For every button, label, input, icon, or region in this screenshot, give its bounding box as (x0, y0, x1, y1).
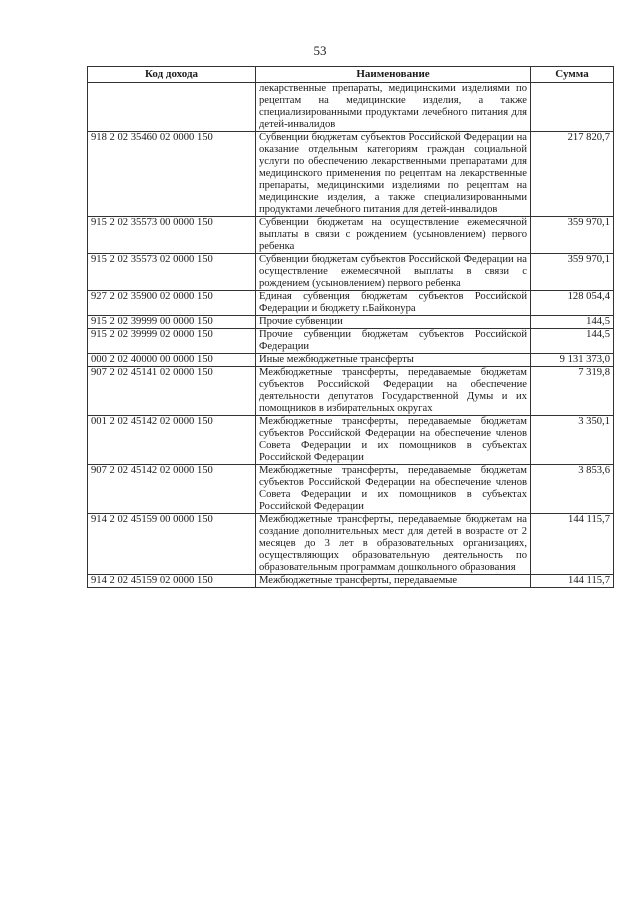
revenue-amount: 359 970,1 (531, 254, 614, 291)
table-row (88, 465, 614, 514)
revenue-name: Субвенции бюджетам субъектов Российской Федерации на осуществление ежемесячной выплаты в связи с рождением (усыновлением) первого ребенка (256, 254, 531, 291)
header-code: Код дохода (88, 67, 256, 83)
revenue-name: Межбюджетные трансферты, передаваемые бюджетам на создание дополнительных мест для детей в возрасте от 2 месяцев до 3 лет в образовательных организациях, осуществляющих образовательную деятельность по образовательным программам дошкольного образования (256, 514, 531, 575)
revenue-name: Субвенции бюджетам на осуществление ежемесячной выплаты в связи с рождением (усыновлением) первого ребенка (256, 217, 531, 254)
revenue-code: 915 2 02 35573 00 0000 150 (88, 217, 256, 254)
table-row (88, 354, 614, 367)
revenue-code: 927 2 02 35900 02 0000 150 (88, 291, 256, 316)
table-row (88, 329, 614, 354)
revenue-name: Единая субвенция бюджетам субъектов Российской Федерации и бюджету г.Байконура (256, 291, 531, 316)
revenue-code (88, 83, 256, 132)
revenue-amount: 144,5 (531, 329, 614, 354)
table-row (88, 291, 614, 316)
revenue-amount: 217 820,7 (531, 132, 614, 217)
revenue-name: Иные межбюджетные трансферты (256, 354, 531, 367)
revenue-code: 915 2 02 39999 02 0000 150 (88, 329, 256, 354)
revenue-amount: 144 115,7 (531, 514, 614, 575)
revenue-table (87, 66, 614, 588)
revenue-amount: 3 853,6 (531, 465, 614, 514)
table-row (88, 367, 614, 416)
revenue-amount: 7 319,8 (531, 367, 614, 416)
header-amount: Сумма (531, 67, 614, 83)
revenue-amount (531, 83, 614, 132)
revenue-name: Прочие субвенции (256, 316, 531, 329)
revenue-name: Межбюджетные трансферты, передаваемые бюджетам субъектов Российской Федерации на обеспечение членов Совета Федерации и их помощников в субъектах Российской Федерации (256, 416, 531, 465)
revenue-code: 001 2 02 45142 02 0000 150 (88, 416, 256, 465)
table-row (88, 83, 614, 132)
revenue-amount: 359 970,1 (531, 217, 614, 254)
revenue-amount: 144,5 (531, 316, 614, 329)
page-number: 53 (313, 43, 327, 58)
revenue-code: 907 2 02 45142 02 0000 150 (88, 465, 256, 514)
table-header-row (88, 67, 614, 83)
revenue-code: 915 2 02 35573 02 0000 150 (88, 254, 256, 291)
table-row (88, 254, 614, 291)
revenue-code: 914 2 02 45159 02 0000 150 (88, 575, 256, 588)
table-row (88, 575, 614, 588)
revenue-amount: 144 115,7 (531, 575, 614, 588)
revenue-name: Субвенции бюджетам субъектов Российской Федерации на оказание отдельным категориям граждан социальной услуги по обеспечению лекарственными препаратами для медицинского применения по рецептам на лекарственные препараты, медицинскими изделиями по рецептам на медицинские изделия, а также специализированными продуктами лечебного питания для детей-инвалидов (256, 132, 531, 217)
revenue-name: Межбюджетные трансферты, передаваемые (256, 575, 531, 588)
revenue-name: лекарственные препараты, медицинскими изделиями по рецептам на медицинские изделия, а также специализированными продуктами лечебного питания для детей-инвалидов (256, 83, 531, 132)
table-row (88, 217, 614, 254)
revenue-code: 914 2 02 45159 00 0000 150 (88, 514, 256, 575)
revenue-name: Прочие субвенции бюджетам субъектов Российской Федерации (256, 329, 531, 354)
table-row (88, 316, 614, 329)
revenue-amount: 128 054,4 (531, 291, 614, 316)
revenue-amount: 3 350,1 (531, 416, 614, 465)
table-row (88, 514, 614, 575)
revenue-code: 000 2 02 40000 00 0000 150 (88, 354, 256, 367)
revenue-name: Межбюджетные трансферты, передаваемые бюджетам субъектов Российской Федерации на обеспечение членов Совета Федерации и их помощников в субъектах Российской Федерации (256, 465, 531, 514)
revenue-code: 907 2 02 45141 02 0000 150 (88, 367, 256, 416)
header-name: Наименование (256, 67, 531, 83)
table-row (88, 132, 614, 217)
revenue-code: 918 2 02 35460 02 0000 150 (88, 132, 256, 217)
table-row (88, 416, 614, 465)
revenue-name: Межбюджетные трансферты, передаваемые бюджетам субъектов Российской Федерации на обеспечение деятельности депутатов Государственной Думы и их помощников в избирательных округах (256, 367, 531, 416)
revenue-code: 915 2 02 39999 00 0000 150 (88, 316, 256, 329)
revenue-amount: 9 131 373,0 (531, 354, 614, 367)
